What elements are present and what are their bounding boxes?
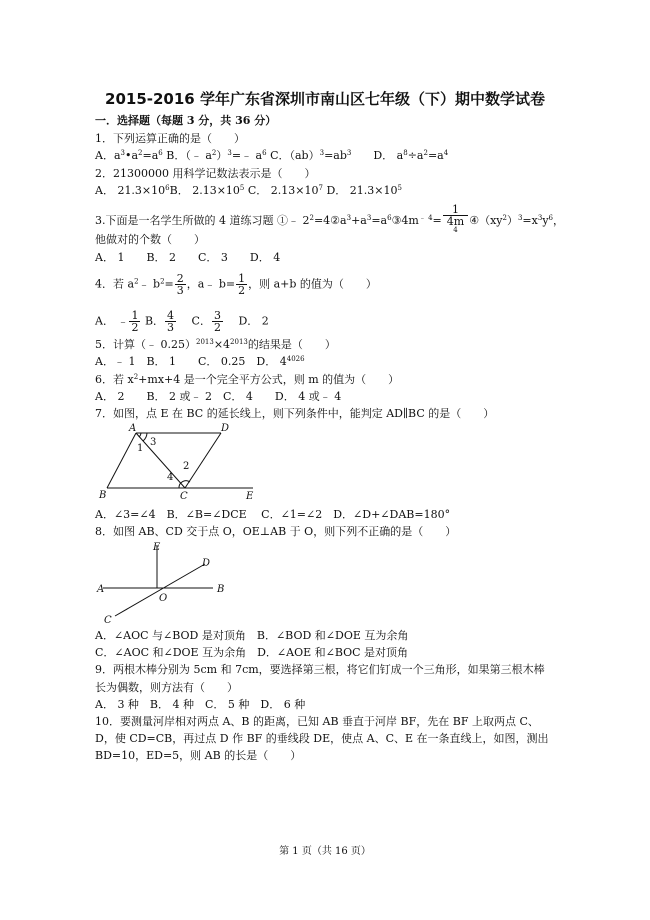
q4-fraction-c: $\frac{3}{2}$ [213,309,221,334]
q7-figure [95,420,265,502]
q7-stem: 7．如图，点 E 在 BC 的延长线上，则下列条件中，能判定 AD∥BC 的是（ ） [95,407,495,420]
label-a: A [129,423,137,434]
q4-fraction-a: $\frac{1}{2}$ [131,309,139,334]
label-d: D [202,558,211,569]
q1-stem: 1．下列运算正确的是（ ） [95,132,245,145]
q4-options: A． ﹣ $\frac{1}{2}$ B． $\frac{4}{3}$ C． $\frac{3}{2}$ D． 2 [95,309,269,334]
label-d: D [221,423,230,434]
label-e: E [153,542,161,553]
q1-options: A．$a^3•a^2=a^6$ B．（﹣ $a^2)^3=﹣$ $a^6$ C．$(ab)^3=ab^3$ D． $a^8\div a^2=a^4$ [95,149,449,162]
q3-line2: 他做对的个数（ ） [95,233,205,246]
label-4: 4 [167,472,174,483]
q7-options: A．∠3=∠4 B．∠B=∠DCE C．∠1=∠2 D．∠D+∠DAB=180° [95,508,451,521]
label-o: O [159,593,168,604]
q4-fraction-1: $\frac{2}{3}$ [176,272,184,297]
q3-stem: 3.下面是一名学生所做的 4 道练习题 ①﹣ $2^2=4②a^3+a^3=a^6③4m^{﹣ 4}=$ 1 4m $^4$ $④(xy^2)^3=x^3y^6$， [95,204,564,238]
q8-options-row2: C．∠AOC 和∠DOE 互为余角 D．∠AOE 和∠BOC 是对顶角 [95,646,409,659]
section-heading: 一．选择题（每题 3 分，共 36 分） [95,114,277,127]
page-title: 2015-2016 学年广东省深圳市南山区七年级（下）期中数学试卷 [105,90,545,108]
label-c: C [104,615,112,626]
q4-stem: 4．若 $a^2﹣$ $b^2=$ $\frac{2}{3}$ ，a﹣ b= $\frac{1}{2}$ ，则 a+b 的值为（ ） [95,272,377,297]
q10-line3: BD=10，ED=5，则 AB 的长是（ ） [95,749,302,762]
q5-stem: 5．计算（﹣ $0.25)^{2013}\times 4^{2013}$的结果是（ ） [95,338,336,351]
q9-line2: 长为偶数，则方法有（ ） [95,681,238,694]
q4-fraction-b: $\frac{4}{3}$ [167,309,175,334]
label-a: A [97,584,105,595]
q8-options-row1: A．∠AOC 与∠BOD 是对顶角 B．∠BOD 和∠DOE 互为余角 [95,629,409,642]
line-cd [115,564,205,616]
q4-fraction-2: $\frac{1}{2}$ [238,272,246,297]
label-2: 2 [183,461,190,472]
angle-mark-1 [139,433,141,437]
q3-fraction: 1 4m $^4$ [443,204,468,238]
q8-stem: 8．如图 AB、CD 交于点 O，OE⊥AB 于 O，则下列不正确的是（ ） [95,525,457,538]
angle-mark-3 [143,433,147,441]
q6-stem: 6．若 $x^2+mx+4$ 是一个完全平方公式，则 m 的值为（ ） [95,373,400,386]
q9-options: A． 3 种 B． 4 种 C． 5 种 D． 6 种 [95,698,306,711]
label-3: 3 [150,437,157,448]
q10-line2: D，使 CD=CB，再过点 D 作 BF 的垂线段 DE，使点 A、C、E 在一条直线上，如图，测出 [95,732,549,745]
q10-line1: 10．要测量河岸相对两点 A、B 的距离，已知 AB 垂直于河岸 BF，先在 BF 上取两点 C、 [95,715,539,728]
line-ab [107,433,136,488]
q2-stem: 2．21300000 用科学记数法表示是（ ） [95,167,316,180]
label-e: E [246,491,254,502]
q3-options: A． 1 B． 2 C． 3 D． 4 [95,251,281,264]
q2-options: A． $21.3\times 10^6B$． $2.13\times 10^5$ C． $2.13\times 10^7$ D． $21.3\times 10^5$ [95,184,402,197]
q8-figure [95,540,230,626]
page-footer: 第 1 页（共 16 页） [279,846,371,857]
line-cd [185,433,221,488]
q6-options: A． 2 B． 2 或﹣ 2 C． 4 D． 4 或﹣ 4 [95,390,342,403]
q9-line1: 9．两根木棒分别为 5cm 和 7cm，要选择第三根，将它们钉成一个三角形，如果第三根木棒 [95,663,545,676]
label-c: C [180,491,188,502]
label-b: B [217,584,225,595]
label-1: 1 [137,443,144,454]
q5-options: A．﹣ 1 B． 1 C． 0.25 D． $4^{4026}$ [95,355,305,368]
label-b: B [99,490,107,501]
